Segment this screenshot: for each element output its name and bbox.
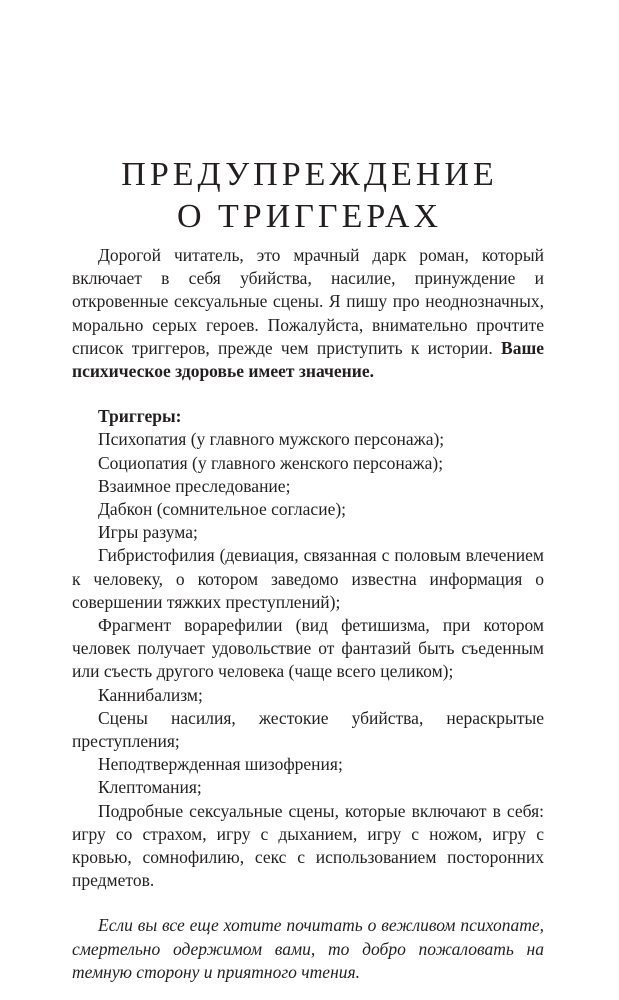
closing-paragraph: Если вы все еще хотите почитать о вежливом психопате, смертельно одержимом вами, то добро пожаловать на темную сторону и приятного чтения. — [72, 915, 544, 982]
trigger-item: Сцены насилия, жестокие убийства, нераскрытые преступления; — [72, 707, 544, 752]
intro-paragraph — [72, 244, 544, 383]
trigger-item: Игры разума; — [98, 522, 198, 543]
trigger-item: Социопатия (у главного женского персонажа); — [98, 452, 444, 473]
trigger-item: Взаимное преследование; — [98, 475, 291, 496]
trigger-list — [72, 428, 544, 892]
trigger-item: Фрагмент ворарефилии (вид фетишизма, при котором человек получает удовольствие от фантазий быть съеденным или съесть другого человека (чаще всего целиком); — [72, 615, 544, 682]
title-line-1: ПРЕДУПРЕЖДЕНИЕ — [121, 156, 498, 193]
trigger-item: Неподтвержденная шизофрения; — [98, 754, 343, 775]
trigger-item: Подробные сексуальные сцены, которые включают в себя: игру со страхом, игру с дыханием, игру с ножом, игру с кровью, сомнофилию, секс с использованием посторонних предметов. — [72, 800, 544, 891]
trigger-item: Дабкон (сомнительное согласие); — [98, 499, 347, 520]
trigger-item: Гибристофилия (девиация, связанная с половым влечением к человеку, о котором заведомо известна информация о совершении тяжких преступлений); — [72, 545, 544, 612]
intro-bold-text: Ваше психическое здоровье имеет значение. — [72, 337, 544, 382]
page-title — [0, 154, 619, 238]
intro-text: Дорогой читатель, это мрачный дарк роман, который включает в себя убийства, насилие, принуждение и откровенные сексуальные сцены. Я пишу про неоднозначных, морально серых героев. Пожалуйста, внимательно прочтите список триггеров, прежде чем приступить к истории. — [72, 245, 544, 358]
trigger-item: Каннибализм; — [98, 684, 203, 705]
trigger-item: Психопатия (у главного мужского персонажа); — [98, 429, 445, 450]
page-body — [72, 244, 544, 984]
triggers-heading: Триггеры: — [98, 406, 182, 427]
triggers-section — [72, 405, 544, 892]
trigger-item: Клептомания; — [98, 777, 202, 798]
title-line-2: О ТРИГГЕРАХ — [176, 198, 443, 235]
